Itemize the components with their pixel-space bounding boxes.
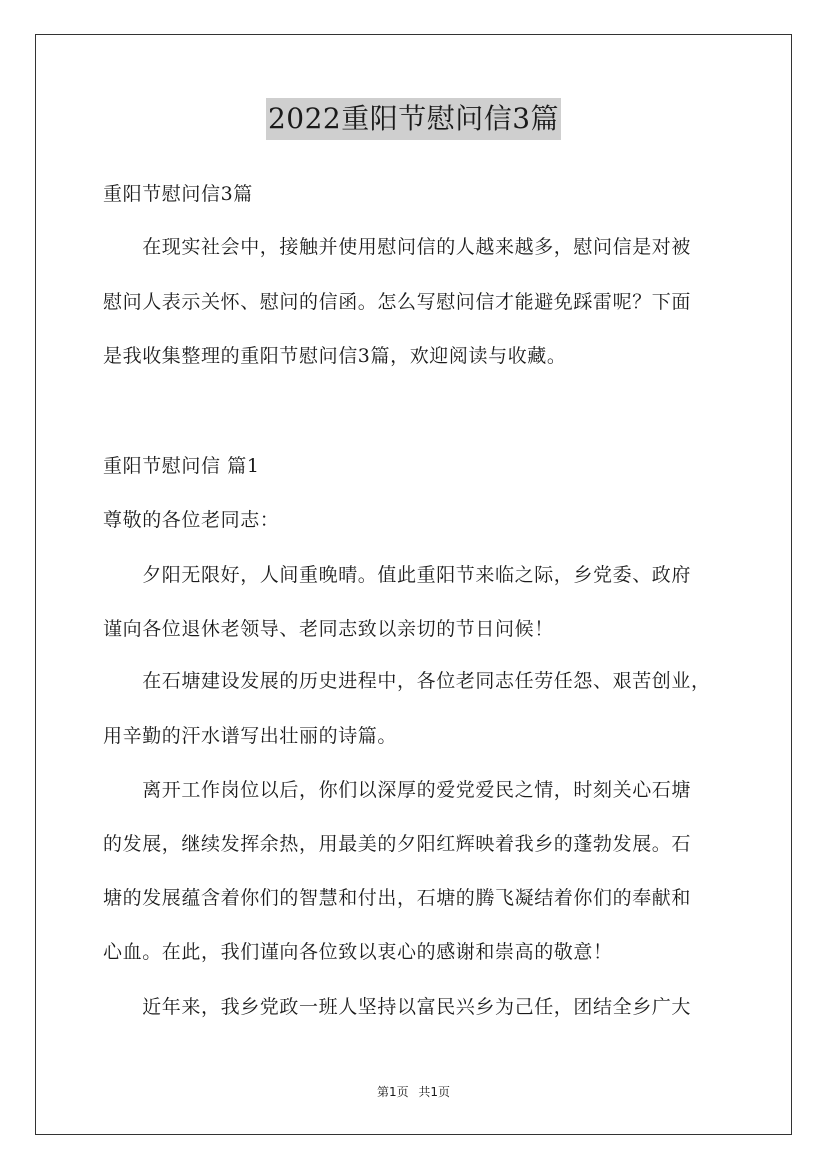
paragraph-line: 的发展，继续发挥余热，用最美的夕阳红辉映着我乡的蓬勃发展。石 bbox=[103, 833, 692, 855]
page-total: 共1页 bbox=[418, 1085, 451, 1099]
paragraph-line: 塘的发展蕴含着你们的智慧和付出，石塘的腾飞凝结着你们的奉献和 bbox=[103, 887, 692, 909]
section-heading: 重阳节慰问信 篇1 bbox=[103, 455, 260, 477]
title-container bbox=[0, 98, 827, 140]
paragraph-line: 近年来，我乡党政一班人坚持以富民兴乡为己任，团结全乡广大 bbox=[103, 996, 692, 1018]
page-number: 第1页 bbox=[376, 1085, 409, 1099]
paragraph-line: 慰问人表示关怀、慰问的信函。怎么写慰问信才能避免踩雷呢？下面 bbox=[103, 291, 692, 313]
paragraph-line: 是我收集整理的重阳节慰问信3篇，欢迎阅读与收藏。 bbox=[103, 345, 567, 367]
paragraph-line: 谨向各位退休老领导、老同志致以亲切的节日问候！ bbox=[103, 618, 554, 640]
paragraph-line: 离开工作岗位以后，你们以深厚的爱党爱民之情，时刻关心石塘 bbox=[103, 779, 692, 801]
document-title: 2022重阳节慰问信3篇 bbox=[266, 98, 561, 140]
paragraph-line: 夕阳无限好，人间重晚晴。值此重阳节来临之际，乡党委、政府 bbox=[103, 564, 692, 586]
paragraph-line: 在现实社会中，接触并使用慰问信的人越来越多，慰问信是对被 bbox=[103, 236, 692, 258]
paragraph-line: 用辛勤的汗水谱写出壮丽的诗篇。 bbox=[103, 725, 398, 747]
page-footer bbox=[0, 1084, 827, 1100]
paragraph-line: 在石塘建设发展的历史进程中，各位老同志任劳任怨、艰苦创业， bbox=[103, 670, 711, 692]
paragraph-line: 心血。在此，我们谨向各位致以衷心的感谢和崇高的敬意！ bbox=[103, 941, 613, 963]
salutation: 尊敬的各位老同志： bbox=[103, 509, 280, 531]
subtitle-line: 重阳节慰问信3篇 bbox=[103, 183, 253, 205]
